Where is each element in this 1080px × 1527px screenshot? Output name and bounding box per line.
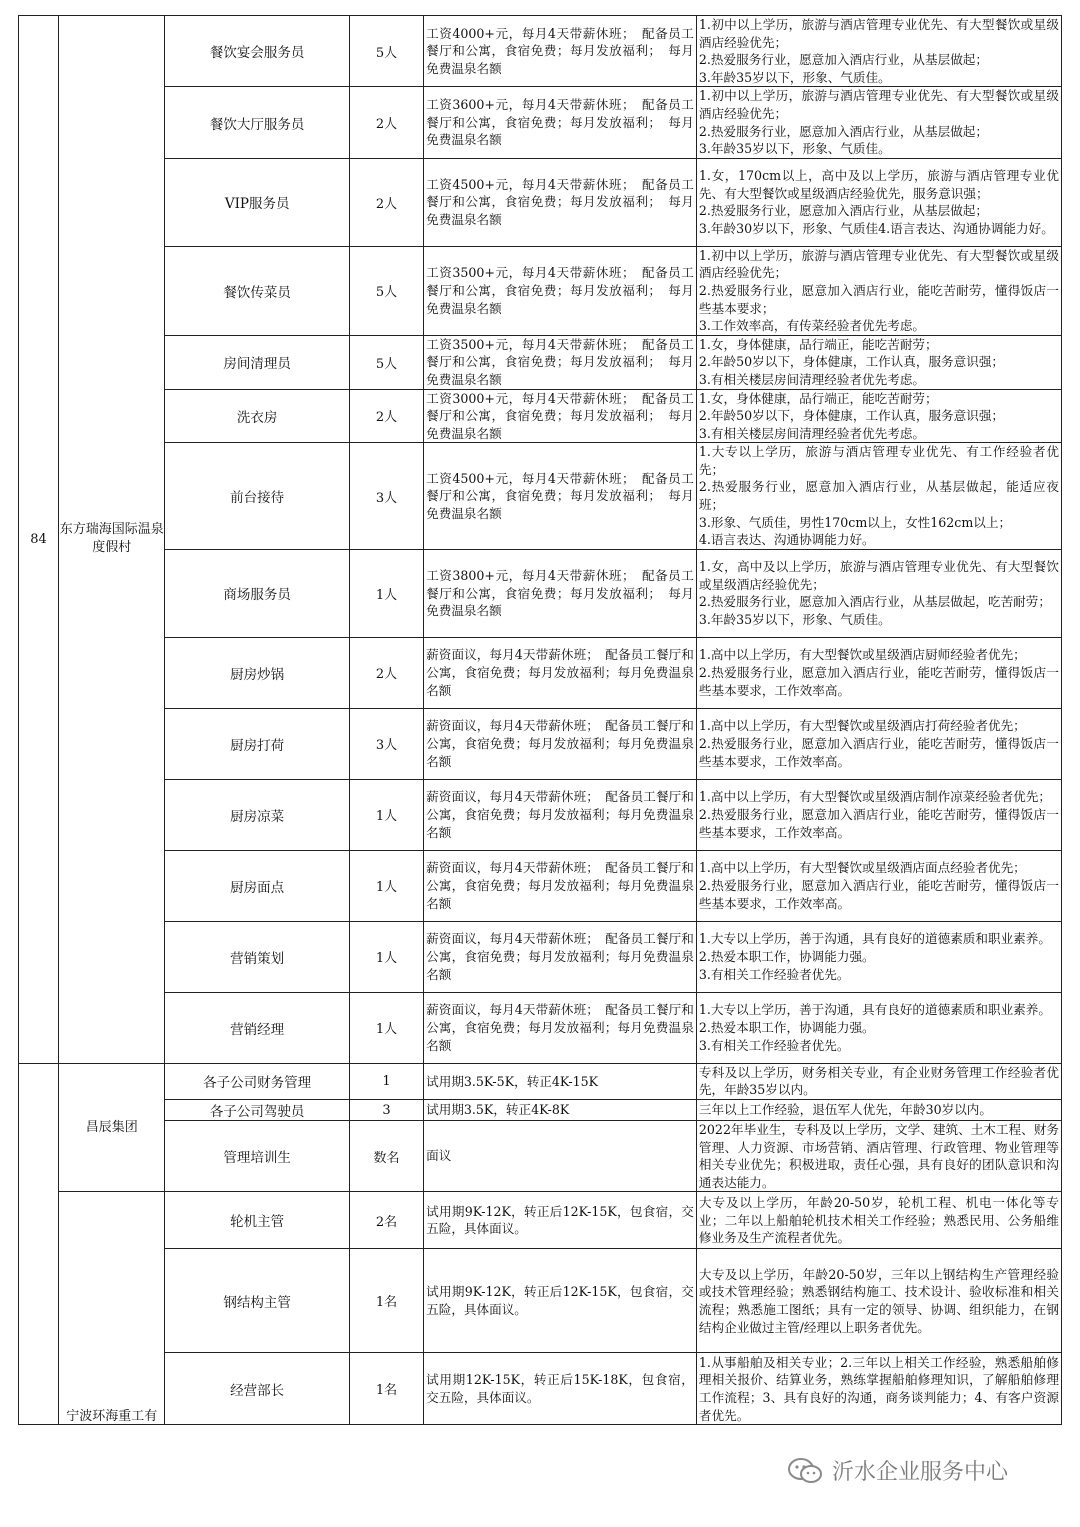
row-number-cell-empty — [19, 1063, 59, 1425]
position-cell: 钢结构主管 — [165, 1249, 350, 1353]
pay-cell: 薪资面议，每月4天带薪休班； 配备员工餐厅和公寓，食宿免费；每月发放福利；每月免费温泉名额 — [424, 921, 697, 992]
requirement-cell: 1.高中以上学历，有大型餐饮或星级酒店打荷经验者优先； 2.热爱服务行业，愿意加入酒店行业，能吃苦耐劳，懂得饭店一些基本要求，工作效率高。 — [696, 708, 1061, 779]
pay-cell: 薪资面议，每月4天带薪休班； 配备员工餐厅和公寓，食宿免费；每月发放福利；每月免费温泉名额 — [424, 708, 697, 779]
position-cell: 洗衣房 — [165, 389, 350, 443]
headcount-cell: 3人 — [349, 443, 423, 550]
pay-cell: 工资3500+元，每月4天带薪休班； 配备员工餐厅和公寓，食宿免费；每月发放福利； 每月免费温泉名额 — [424, 246, 697, 335]
position-cell: 房间清理员 — [165, 335, 350, 389]
position-cell: 各子公司财务管理 — [165, 1063, 350, 1099]
position-cell: 各子公司驾驶员 — [165, 1100, 350, 1121]
table-row — [19, 16, 1062, 87]
requirement-cell: 1.女，高中及以上学历，旅游与酒店管理专业优先、有大型餐饮或星级酒店经验优先； 2.热爱服务行业，愿意加入酒店行业，从基层做起，吃苦耐劳； 3.年龄35岁以下，形象、气质佳。 — [696, 549, 1061, 637]
table-row — [19, 335, 1062, 389]
table-row — [19, 1121, 1062, 1192]
pay-cell: 工资4500+元，每月4天带薪休班； 配备员工餐厅和公寓，食宿免费；每月发放福利； 每月免费温泉名额 — [424, 158, 697, 246]
requirement-cell: 1.从事船舶及相关专业；2.三年以上相关工作经验，熟悉船舶修理相关报价、结算业务，熟练掌握船舶修理知识，了解船舶修理工作流程；3、具有良好的沟通，商务谈判能力；4、有客户资源者优先。 — [696, 1353, 1061, 1425]
pay-cell: 工资3800+元，每月4天带薪休班； 配备员工餐厅和公寓，食宿免费；每月发放福利； 每月免费温泉名额 — [424, 549, 697, 637]
position-cell: 餐饮大厅服务员 — [165, 87, 350, 158]
table-row — [19, 549, 1062, 637]
requirement-cell: 1.初中以上学历，旅游与酒店管理专业优先、有大型餐饮或星级酒店经验优先； 2.热爱服务行业，愿意加入酒店行业，从基层做起； 3.年龄35岁以下，形象、气质佳。 — [696, 16, 1061, 87]
table-row — [19, 389, 1062, 443]
position-cell: 厨房凉菜 — [165, 779, 350, 850]
pay-cell: 试用期9K-12K，转正后12K-15K，包食宿，交五险，具体面议。 — [424, 1249, 697, 1353]
headcount-cell: 1 — [349, 1063, 423, 1099]
job-table — [18, 15, 1062, 1425]
company-name-cell: 昌辰集团 — [59, 1063, 165, 1192]
headcount-cell: 1名 — [349, 1353, 423, 1425]
pay-cell: 工资3500+元，每月4天带薪休班； 配备员工餐厅和公寓，食宿免费；每月发放福利； 每月免费温泉名额 — [424, 335, 697, 389]
pay-cell: 面议 — [424, 1121, 697, 1192]
position-cell: 营销经理 — [165, 992, 350, 1063]
table-row — [19, 779, 1062, 850]
pay-cell: 工资3000+元，每月4天带薪休班； 配备员工餐厅和公寓，食宿免费；每月发放福利； 每月免费温泉名额 — [424, 389, 697, 443]
table-row — [19, 87, 1062, 158]
headcount-cell: 5人 — [349, 335, 423, 389]
headcount-cell: 2人 — [349, 637, 423, 708]
table-row — [19, 850, 1062, 921]
position-cell: 商场服务员 — [165, 549, 350, 637]
table-row — [19, 637, 1062, 708]
pay-cell: 试用期9K-12K，转正后12K-15K，包食宿，交五险，具体面议。 — [424, 1192, 697, 1249]
watermark-text: 沂水企业服务中心 — [832, 1460, 1009, 1485]
pay-cell: 试用期3.5K-5K，转正4K-15K — [424, 1063, 697, 1099]
requirement-cell: 1.高中以上学历，有大型餐饮或星级酒店面点经验者优先； 2.热爱服务行业，愿意加入酒店行业，能吃苦耐劳，懂得饭店一些基本要求，工作效率高。 — [696, 850, 1061, 921]
position-cell: 管理培训生 — [165, 1121, 350, 1192]
position-cell: 厨房打荷 — [165, 708, 350, 779]
headcount-cell: 2人 — [349, 158, 423, 246]
headcount-cell: 1人 — [349, 549, 423, 637]
headcount-cell: 1人 — [349, 921, 423, 992]
position-cell: 厨房面点 — [165, 850, 350, 921]
headcount-cell: 2人 — [349, 87, 423, 158]
company-name-cell: 东方瑞海国际温泉度假村 — [59, 16, 165, 1064]
table-row — [19, 1353, 1062, 1425]
requirement-cell: 1.初中以上学历，旅游与酒店管理专业优先、有大型餐饮或星级酒店经验优先； 2.热爱服务行业，愿意加入酒店行业，能吃苦耐劳，懂得饭店一些基本要求； 3.工作效率高，有传菜经验者优先考虑。 — [696, 246, 1061, 335]
table-row — [19, 1100, 1062, 1121]
job-table-sheet — [18, 15, 1062, 1425]
row-number-cell: 84 — [19, 16, 59, 1064]
requirement-cell: 专科及以上学历，财务相关专业，有企业财务管理工作经验者优先，年龄35岁以内。 — [696, 1063, 1061, 1099]
headcount-cell: 1人 — [349, 779, 423, 850]
requirement-cell: 1.高中以上学历，有大型餐饮或星级酒店厨师经验者优先； 2.热爱服务行业，愿意加入酒店行业，能吃苦耐劳，懂得饭店一些基本要求，工作效率高。 — [696, 637, 1061, 708]
requirement-cell: 1.大专以上学历，善于沟通，具有良好的道德素质和职业素养。 2.热爱本职工作，协调能力强。 3.有相关工作经验者优先。 — [696, 921, 1061, 992]
headcount-cell: 3 — [349, 1100, 423, 1121]
table-row — [19, 1249, 1062, 1353]
pay-cell: 薪资面议，每月4天带薪休班； 配备员工餐厅和公寓，食宿免费；每月发放福利；每月免费温泉名额 — [424, 637, 697, 708]
position-cell: 营销策划 — [165, 921, 350, 992]
watermark — [786, 1455, 1008, 1486]
requirement-cell: 1.女，身体健康，品行端正，能吃苦耐劳； 2.年龄50岁以下，身体健康，工作认真，服务意识强； 3.有相关楼层房间清理经验者优先考虑。 — [696, 389, 1061, 443]
requirement-cell: 1.初中以上学历，旅游与酒店管理专业优先、有大型餐饮或星级酒店经验优先； 2.热爱服务行业，愿意加入酒店行业，从基层做起； 3.年龄35岁以下，形象、气质佳。 — [696, 87, 1061, 158]
headcount-cell: 2名 — [349, 1192, 423, 1249]
pay-cell: 薪资面议，每月4天带薪休班； 配备员工餐厅和公寓，食宿免费；每月发放福利；每月免费温泉名额 — [424, 779, 697, 850]
requirement-cell: 大专及以上学历，年龄20-50岁，三年以上钢结构生产管理经验或技术管理经验；熟悉钢结构施工、技术设计、验收标准和相关流程；熟悉施工图纸；具有一定的领导、协调、组织能力，在钢结构企业做过主管/经理以上职务者优先。 — [696, 1249, 1061, 1353]
requirement-cell: 1.女，170cm以上，高中及以上学历，旅游与酒店管理专业优先、有大型餐饮或星级酒店经验优先，服务意识强； 2.热爱服务行业，愿意加入酒店行业，从基层做起； 3.年龄30岁以下，形象、气质佳4.语言表达、沟通协调能力好。 — [696, 158, 1061, 246]
headcount-cell: 5人 — [349, 16, 423, 87]
headcount-cell: 5人 — [349, 246, 423, 335]
position-cell: 经营部长 — [165, 1353, 350, 1425]
pay-cell: 薪资面议，每月4天带薪休班； 配备员工餐厅和公寓，食宿免费；每月发放福利；每月免费温泉名额 — [424, 992, 697, 1063]
requirement-cell: 1.大专以上学历，善于沟通，具有良好的道德素质和职业素养。 2.热爱本职工作，协调能力强。 3.有相关工作经验者优先。 — [696, 992, 1061, 1063]
requirement-cell: 1.高中以上学历，有大型餐饮或星级酒店制作凉菜经验者优先； 2.热爱服务行业，愿意加入酒店行业，能吃苦耐劳，懂得饭店一些基本要求，工作效率高。 — [696, 779, 1061, 850]
wechat-icon — [786, 1456, 824, 1486]
position-cell: VIP服务员 — [165, 158, 350, 246]
position-cell: 餐饮传菜员 — [165, 246, 350, 335]
headcount-cell: 1人 — [349, 850, 423, 921]
requirement-cell: 大专及以上学历，年龄20-50岁，轮机工程、机电一体化等专业；二年以上船舶轮机技术相关工作经验；熟悉民用、公务船维修业务及生产流程者优先。 — [696, 1192, 1061, 1249]
table-row — [19, 246, 1062, 335]
table-row — [19, 992, 1062, 1063]
headcount-cell: 3人 — [349, 708, 423, 779]
pay-cell: 工资4500+元，每月4天带薪休班； 配备员工餐厅和公寓，食宿免费；每月发放福利； 每月免费温泉名额 — [424, 443, 697, 550]
table-row — [19, 158, 1062, 246]
pay-cell: 试用期12K-15K，转正后15K-18K，包食宿，交五险，具体面议。 — [424, 1353, 697, 1425]
pay-cell: 工资3600+元，每月4天带薪休班； 配备员工餐厅和公寓，食宿免费；每月发放福利； 每月免费温泉名额 — [424, 87, 697, 158]
pay-cell: 工资4000+元，每月4天带薪休班； 配备员工餐厅和公寓，食宿免费；每月发放福利； 每月免费温泉名额 — [424, 16, 697, 87]
headcount-cell: 2人 — [349, 389, 423, 443]
requirement-cell: 三年以上工作经验，退伍军人优先，年龄30岁以内。 — [696, 1100, 1061, 1121]
position-cell: 前台接待 — [165, 443, 350, 550]
company-name-cell: 宁波环海重工有 — [59, 1192, 165, 1425]
position-cell: 轮机主管 — [165, 1192, 350, 1249]
table-row — [19, 443, 1062, 550]
requirement-cell: 2022年毕业生，专科及以上学历，文学、建筑、土木工程、财务管理、人力资源、市场营销、酒店管理、行政管理、物业管理等相关专业优先；积极进取，责任心强，具有良好的团队意识和沟通表达能力。 — [696, 1121, 1061, 1192]
table-row — [19, 1063, 1062, 1099]
position-cell: 厨房炒锅 — [165, 637, 350, 708]
pay-cell: 薪资面议，每月4天带薪休班； 配备员工餐厅和公寓，食宿免费；每月发放福利；每月免费温泉名额 — [424, 850, 697, 921]
headcount-cell: 数名 — [349, 1121, 423, 1192]
pay-cell: 试用期3.5K，转正4K-8K — [424, 1100, 697, 1121]
table-row — [19, 1192, 1062, 1249]
headcount-cell: 1名 — [349, 1249, 423, 1353]
requirement-cell: 1.女，身体健康，品行端正，能吃苦耐劳； 2.年龄50岁以下，身体健康，工作认真，服务意识强； 3.有相关楼层房间清理经验者优先考虑。 — [696, 335, 1061, 389]
table-row — [19, 708, 1062, 779]
position-cell: 餐饮宴会服务员 — [165, 16, 350, 87]
table-row — [19, 921, 1062, 992]
requirement-cell: 1.大专以上学历，旅游与酒店管理专业优先、有工作经验者优先； 2.热爱服务行业，愿意加入酒店行业，从基层做起，能适应夜班； 3.形象、气质佳，男性170cm以上，女性162cm以上； 4.语言表达、沟通协调能力好。 — [696, 443, 1061, 550]
headcount-cell: 1人 — [349, 992, 423, 1063]
